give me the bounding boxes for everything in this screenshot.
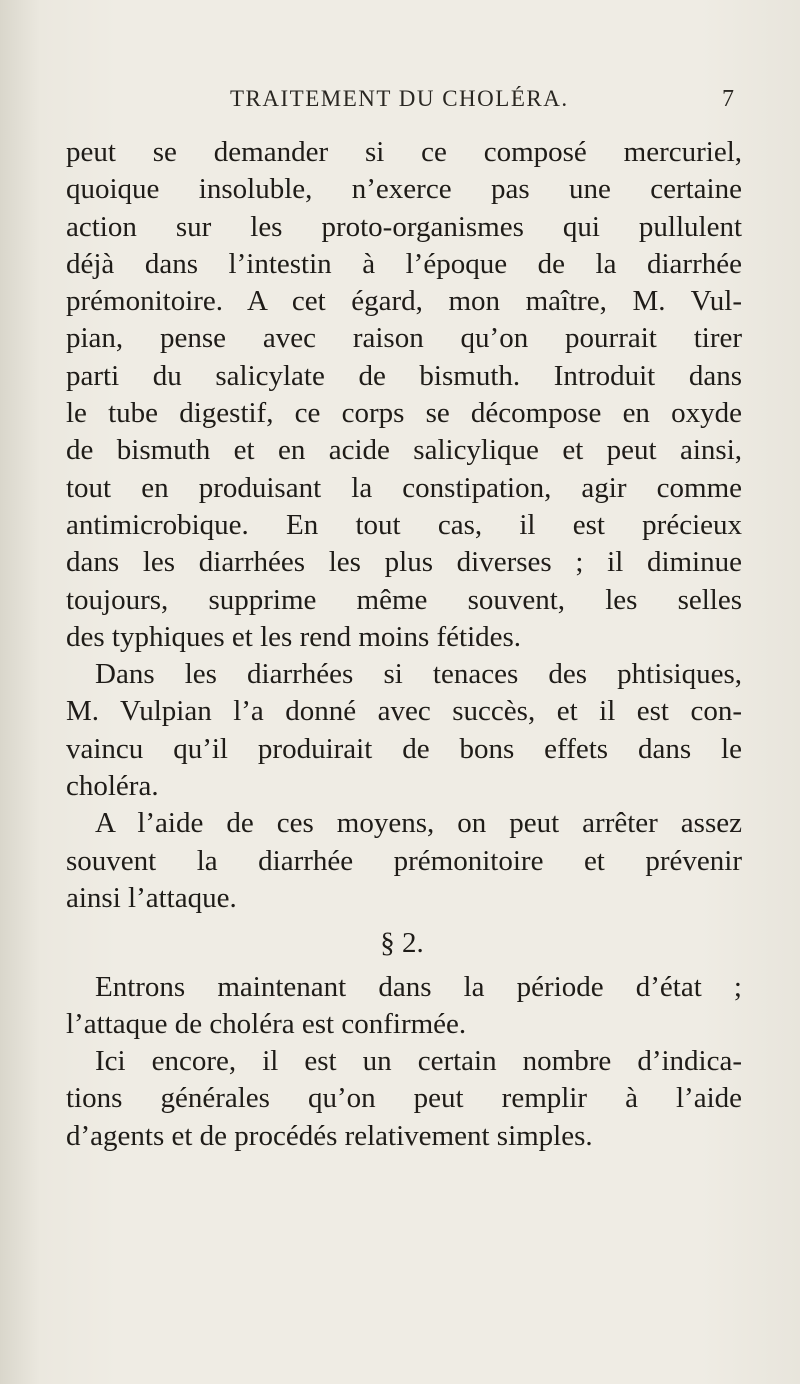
- text-line: dans les diarrhées les plus diverses ; il diminue: [66, 546, 742, 579]
- text-line: prémonitoire. A cet égard, mon maître, M. Vul-: [66, 285, 742, 318]
- paragraph: [66, 656, 742, 805]
- text-line: ainsi l’attaque.: [66, 881, 237, 914]
- paragraph: [66, 805, 742, 917]
- text-line: antimicrobique. En tout cas, il est précieux: [66, 508, 742, 541]
- section-heading-text: § 2.: [380, 927, 424, 960]
- text-line: vaincu qu’il produirait de bons effets dans le: [66, 732, 742, 765]
- text-line: quoique insoluble, n’exerce pas une certaine: [66, 173, 742, 206]
- text-line: tout en produisant la constipation, agir comme: [66, 471, 742, 504]
- text-line: M. Vulpian l’a donné avec succès, et il est con-: [66, 695, 742, 728]
- text-line: l’attaque de choléra est confirmée.: [66, 1007, 467, 1040]
- text-line: parti du salicylate de bismuth. Introduit dans: [66, 359, 742, 392]
- paragraph: [66, 1043, 742, 1155]
- running-head: [0, 86, 800, 116]
- text-line: de bismuth et en acide salicylique et peut ainsi,: [66, 434, 742, 467]
- text-line: déjà dans l’intestin à l’époque de la diarrhée: [66, 247, 742, 280]
- running-title: TRAITEMENT DU CHOLÉRA.: [230, 86, 569, 111]
- text-line: Dans les diarrhées si tenaces des phtisiques,: [95, 658, 742, 691]
- section-heading: [66, 925, 742, 962]
- text-line: d’agents et de procédés relativement simples.: [66, 1119, 593, 1152]
- text-line: tions générales qu’on peut remplir à l’aide: [66, 1082, 742, 1115]
- page-number: 7: [722, 86, 734, 112]
- text-line: des typhiques et les rend moins fétides.: [66, 620, 522, 653]
- paragraph: [66, 969, 742, 1044]
- text-line: Ici encore, il est un certain nombre d’indica-: [95, 1045, 742, 1078]
- text-line: pian, pense avec raison qu’on pourrait tirer: [66, 322, 742, 355]
- text-line: le tube digestif, ce corps se décompose en oxyde: [66, 397, 742, 430]
- text-line: toujours, supprime même souvent, les selles: [66, 583, 742, 616]
- body-text: [66, 134, 742, 1155]
- text-line: choléra.: [66, 770, 159, 803]
- paragraph: [66, 134, 742, 656]
- text-after-section: [66, 969, 742, 1155]
- text-line: souvent la diarrhée prémonitoire et prévenir: [66, 844, 742, 877]
- text-line: peut se demander si ce composé mercuriel,: [66, 136, 742, 168]
- text-before-section: [66, 134, 742, 917]
- text-line: action sur les proto-organismes qui pullulent: [66, 210, 742, 243]
- text-line: Entrons maintenant dans la période d’état ;: [95, 970, 742, 1003]
- text-line: A l’aide de ces moyens, on peut arrêter assez: [95, 807, 742, 840]
